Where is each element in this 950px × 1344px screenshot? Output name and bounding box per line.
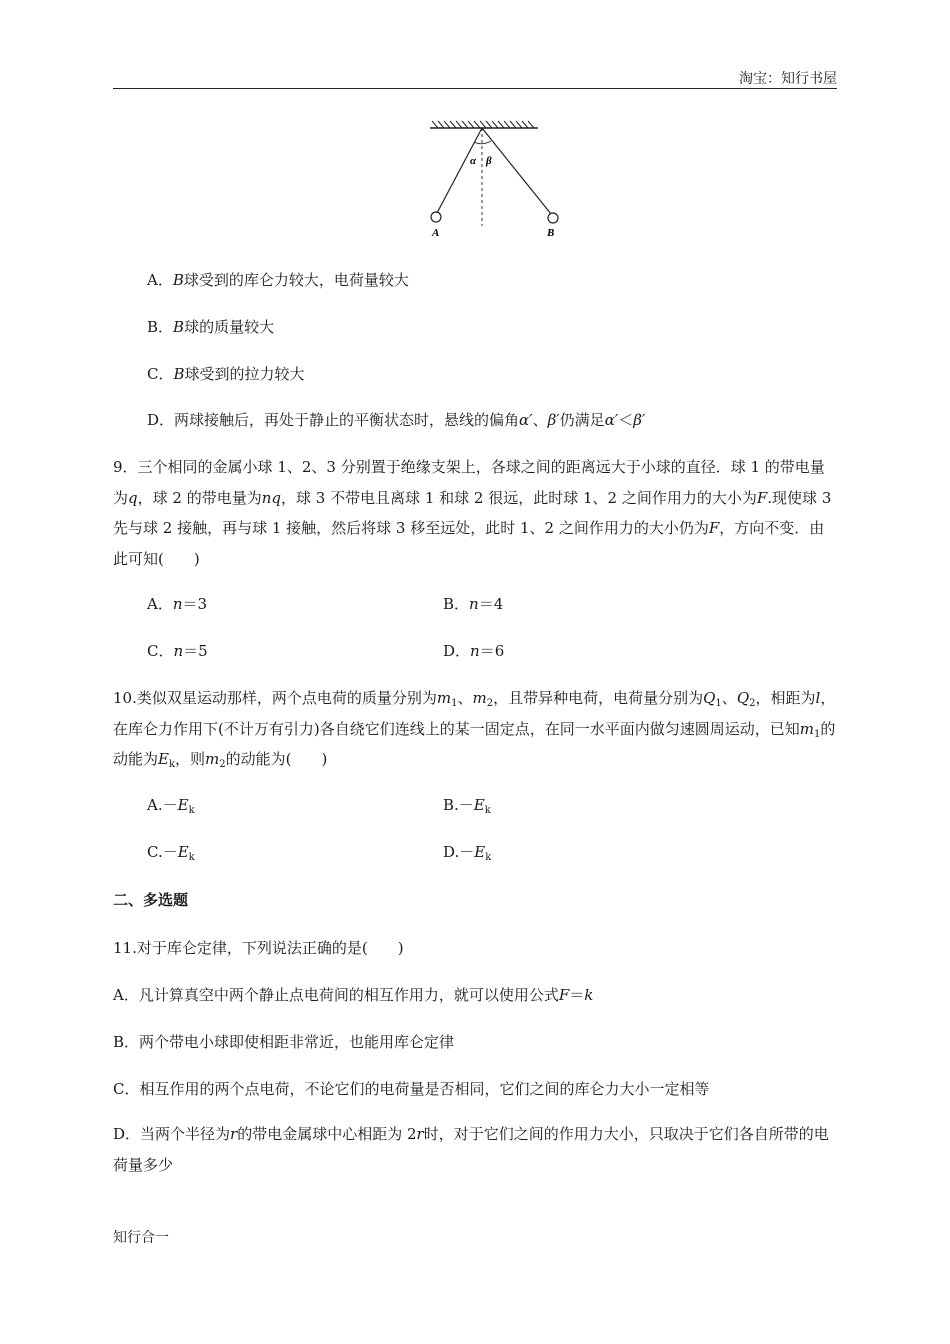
label-beta: β bbox=[486, 155, 492, 167]
q8-option-c[interactable]: C．B球受到的拉力较大 bbox=[147, 365, 305, 383]
q10-option-b[interactable]: $B.-E_k$ bbox=[443, 796, 491, 816]
page-footer: 知行合一 bbox=[113, 1230, 169, 1246]
q8-option-a[interactable]: A．B球受到的库仑力较大，电荷量较大 bbox=[147, 271, 409, 289]
q11-option-a[interactable]: A．凡计算真空中两个静止点电荷间的相互作用力，就可以使用公式F＝k bbox=[113, 986, 594, 1004]
q11-option-d[interactable]: D．当两个半径为r的带电金属球中心相距为 2r时，对于它们之间的作用力大小，只取决于它们各自所带的电荷量多少 bbox=[113, 1125, 829, 1174]
q9-option-c[interactable]: C．n＝5 bbox=[147, 642, 208, 660]
q9-option-d[interactable]: D．n＝6 bbox=[443, 642, 505, 660]
section-title: 二、多选题 bbox=[113, 891, 189, 909]
q11-stem: 11.对于库仑定律，下列说法正确的是( ) bbox=[113, 939, 404, 957]
q10-option-a[interactable]: $A.-E_k$ bbox=[147, 796, 195, 816]
q8-option-d[interactable]: D．两球接触后，再处于静止的平衡状态时，悬线的偏角α′、β′仍满足α′＜β′ bbox=[147, 411, 646, 429]
pendulum-figure bbox=[420, 116, 555, 245]
q10-option-d[interactable]: $D.-E_k$ bbox=[443, 843, 492, 863]
q11-option-c[interactable]: C．相互作用的两个点电荷，不论它们的电荷量是否相同，它们之间的库仑力大小一定相等 bbox=[113, 1080, 710, 1098]
q9-option-b[interactable]: B．n＝4 bbox=[443, 595, 504, 613]
label-b: B bbox=[547, 227, 555, 239]
page-header bbox=[113, 68, 837, 89]
label-alpha: α bbox=[470, 155, 477, 167]
header-text: 淘宝：知行书屋 bbox=[739, 71, 837, 87]
q9-option-a[interactable]: A．n＝3 bbox=[147, 595, 208, 613]
q10-option-c[interactable]: $C.-E_k$ bbox=[147, 843, 195, 863]
ball-a bbox=[431, 212, 441, 222]
q9-stem: 9．三个相同的金属小球 1、2、3 分别置于绝缘支架上，各球之间的距离远大于小球的直径．球 1 的带电量为q，球 2 的带电量为nq，球 3 不带电且离球 1 和球 2 很远，此时球 1、2 之间作用力的大小为F.现使球 3 先与球 2 接触，再与球 1 接触，然后将球 3 移至远处，此时 1、2 之间作用力的大小仍为F，方向不变．由此可知( ) bbox=[113, 458, 832, 568]
pendulum-diagram bbox=[420, 116, 555, 241]
label-a: A bbox=[432, 227, 440, 239]
q11-option-b[interactable]: B．两个带电小球即使相距非常近，也能用库仑定律 bbox=[113, 1033, 455, 1051]
q8-option-b[interactable]: B．B球的质量较大 bbox=[147, 318, 275, 336]
string-a bbox=[437, 128, 482, 213]
string-b bbox=[482, 128, 551, 214]
ball-b bbox=[548, 213, 558, 223]
q10-stem: 10.类似双星运动那样，两个点电荷的质量分别为$m_1$、$m_2$，且带异种电荷，电荷量分别为$Q_1$、$Q_2$，相距为l，在库仑力作用下(不计万有引力)各自绕它们连线上的某一固定点，在同一水平面内做匀速圆周运动，已知$m_1$的动能为$E_k$，则$m_2$的动能为( ) bbox=[113, 689, 836, 770]
